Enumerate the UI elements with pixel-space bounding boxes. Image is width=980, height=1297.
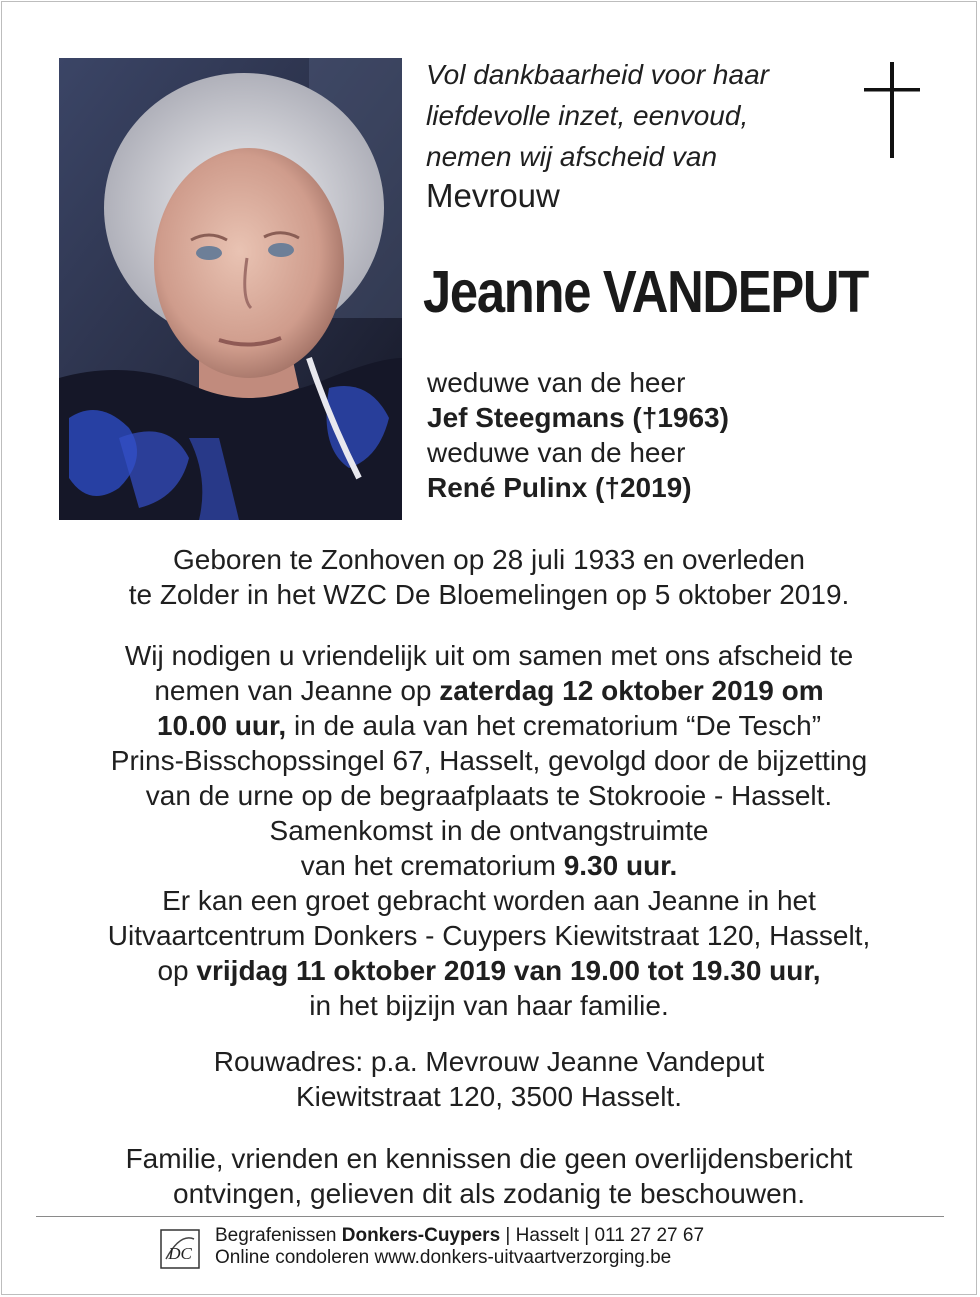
funeral-home-name: Donkers-Cuypers <box>341 1225 501 1246</box>
address-line: Kiewitstraat 120, 3500 Hasselt. <box>296 1081 682 1112</box>
spouse-name: Jef Steegmans (†1963) <box>427 402 729 433</box>
title-word: Mevrouw <box>426 177 560 214</box>
invitation-part: nemen van Jeanne op <box>154 675 440 706</box>
death-line: te Zolder in het WZC De Bloemelingen op 5 oktober 2019. <box>128 579 850 610</box>
invitation-part: in de aula van het crematorium “De Tesch” <box>286 710 822 741</box>
closing-text <box>30 1141 948 1211</box>
portrait-photo <box>59 58 402 520</box>
invitation-line: Samenkomst in de ontvangstruimte <box>269 815 709 846</box>
birth-line: Geboren te Zonhoven op 28 juli 1933 en overleden <box>172 544 806 575</box>
intro-text <box>426 54 846 177</box>
invitation-line: in het bijzijn van haar familie. <box>309 990 669 1021</box>
visitation-time: vrijdag 11 oktober 2019 van 19.00 tot 19.30 uur, <box>196 955 821 986</box>
gathering-time: 9.30 uur. <box>563 850 678 881</box>
intro-line: liefdevolle inzet, eenvoud, <box>426 100 749 131</box>
invitation-part: van het crematorium <box>300 850 564 881</box>
spouses-block <box>427 365 729 505</box>
intro-line: nemen wij afscheid van <box>426 141 718 172</box>
ceremony-date: zaterdag 12 oktober 2019 om <box>439 675 824 706</box>
widow-line: weduwe van de heer <box>427 367 686 398</box>
invitation-line <box>30 673 948 708</box>
invitation-line: Er kan een groet gebracht worden aan Jeanne in het <box>162 885 816 916</box>
footer-divider <box>36 1216 944 1217</box>
invitation-line: Prins-Bisschopssingel 67, Hasselt, gevolgd door de bijzetting <box>110 745 868 776</box>
invitation-line <box>30 953 948 988</box>
online-condolence-link[interactable]: Online condoleren www.donkers-uitvaartverzorging.be <box>215 1247 672 1268</box>
closing-line: Familie, vrienden en kennissen die geen overlijdensbericht <box>125 1143 853 1174</box>
invitation-line <box>30 848 948 883</box>
spouse-name: René Pulinx (†2019) <box>427 472 692 503</box>
footer-prefix: Begrafenissen <box>215 1225 342 1246</box>
footer <box>215 1225 704 1269</box>
funeral-home-line <box>215 1225 704 1247</box>
ceremony-time: 10.00 uur, <box>156 710 287 741</box>
cross-icon <box>864 62 920 158</box>
invitation-line: Wij nodigen u vriendelijk uit om samen met ons afscheid te <box>124 640 854 671</box>
birth-death-text <box>30 542 948 612</box>
closing-line: ontvingen, gelieven dit als zodanig te beschouwen. <box>173 1178 805 1209</box>
invitation-part: op <box>157 955 197 986</box>
invitation-line: Uitvaartcentrum Donkers - Cuypers Kiewitstraat 120, Hasselt, <box>107 920 871 951</box>
invitation-line <box>30 708 948 743</box>
widow-line: weduwe van de heer <box>427 437 686 468</box>
footer-contact: | Hasselt | 011 27 27 67 <box>500 1225 705 1246</box>
funeral-home-logo-icon <box>160 1229 200 1269</box>
address-line: Rouwadres: p.a. Mevrouw Jeanne Vandeput <box>213 1046 765 1077</box>
mourning-address <box>30 1044 948 1114</box>
intro-line: Vol dankbaarheid voor haar <box>426 59 769 90</box>
deceased-name: Jeanne VANDEPUT <box>423 259 868 325</box>
invitation-line: van de urne op de begraafplaats te Stokrooie - Hasselt. <box>145 780 833 811</box>
logo-letters: DC <box>168 1244 192 1263</box>
invitation-text <box>30 638 948 1023</box>
